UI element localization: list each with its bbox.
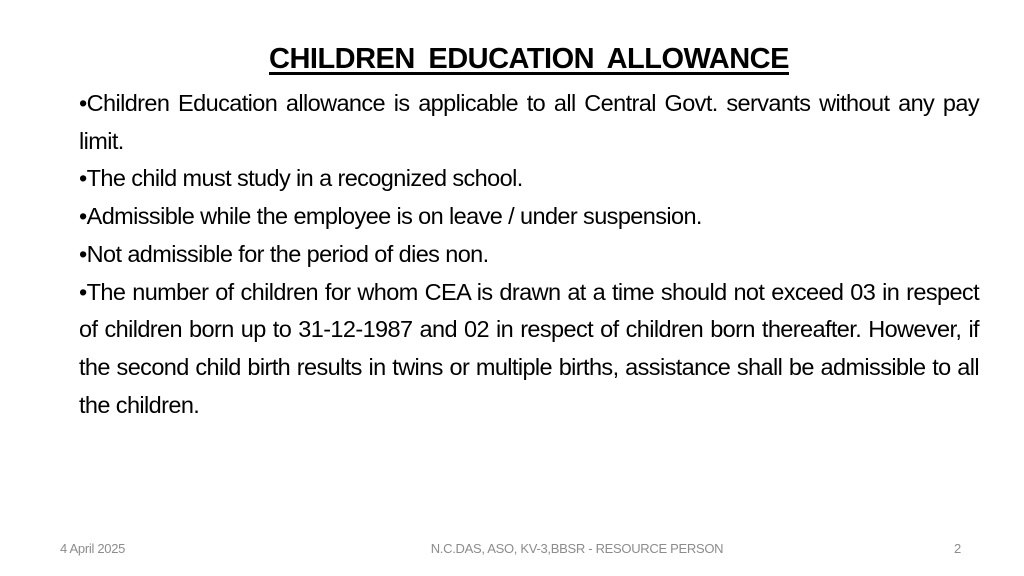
bullet-item: •Children Education allowance is applicable to all Central Govt. servants without any pay limit. [79,90,979,154]
slide-number: 2 [954,541,961,556]
bullet-item: •The number of children for whom CEA is drawn at a time should not exceed 03 in respect of children born up to 31-12-1987 and 02 in respect of children born thereafter. However, if the second child birth results in twins or multiple births, assistance shall be admissible to all the children. [79,278,979,418]
slide-body [79,85,979,424]
slide-title [0,43,1024,76]
footer-presenter: N.C.DAS, ASO, KV-3,BBSR - RESOURCE PERSON [430,541,724,556]
bullet-item: •Not admissible for the period of dies non. [79,240,489,267]
bullet-item: •Admissible while the employee is on leave / under suspension. [79,203,702,230]
slide-title-text: CHILDREN EDUCATION ALLOWANCE [269,43,789,75]
bullet-item: •The child must study in a recognized school. [79,165,523,192]
footer-date: 4 April 2025 [60,541,126,556]
